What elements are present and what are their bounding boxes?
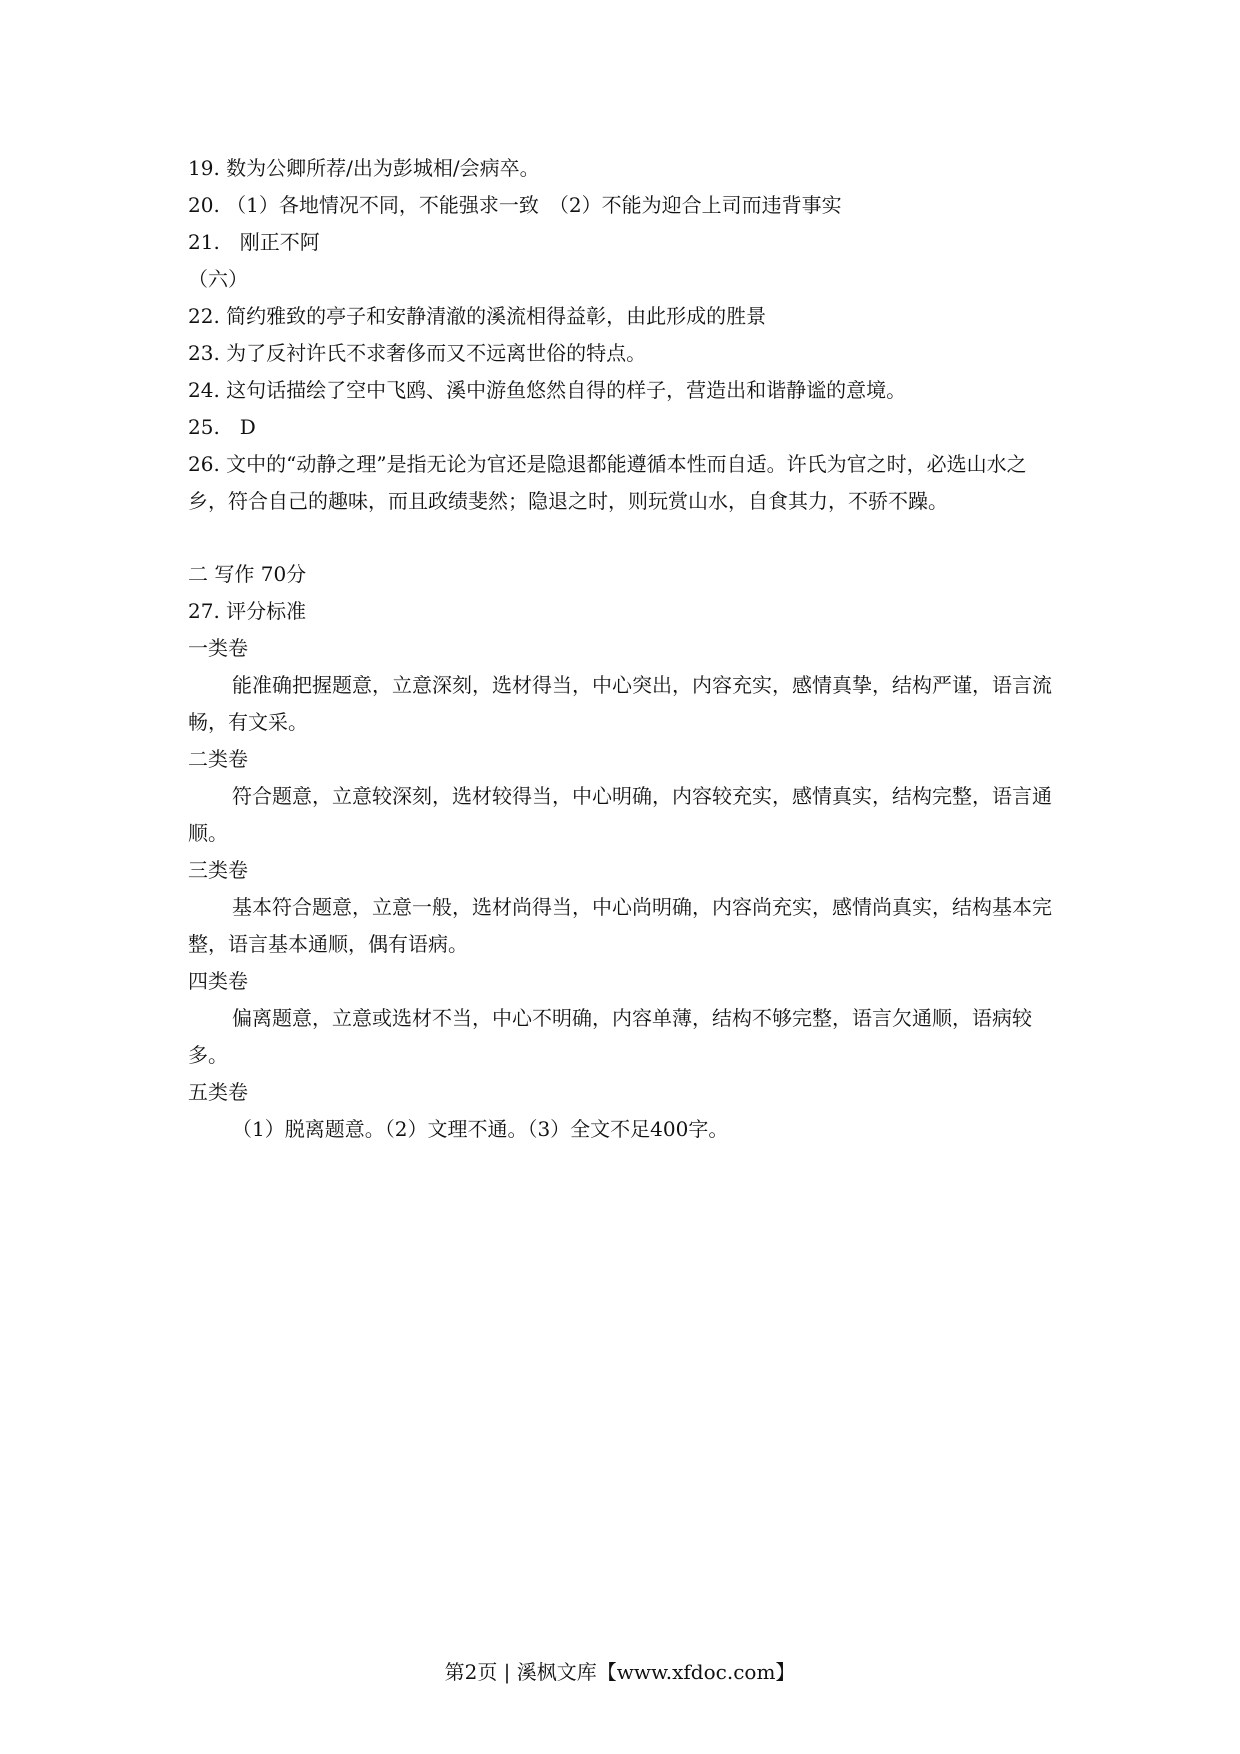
answer-19: 19. 数为公卿所荐/出为彭城相/会病卒。 — [188, 156, 540, 180]
grade-5-text: （1）脱离题意。（2）文理不通。（3）全文不足400字。 — [232, 1117, 729, 1141]
page-footer: 第2页 | 溪枫文库【www.xfdoc.com】 — [444, 1660, 796, 1684]
grade-3-text: 基本符合题意，立意一般，选材尚得当，中心尚明确，内容尚充实，感情尚真实，结构基本完整，语言基本通顺，偶有语病。 — [188, 895, 1052, 956]
grade-1-label: 一类卷 — [188, 636, 248, 660]
section-gap — [188, 520, 1060, 556]
answer-24: 24. 这句话描绘了空中飞鸥、溪中游鱼悠然自得的样子，营造出和谐静谧的意境。 — [188, 378, 907, 402]
grade-2-text: 符合题意，立意较深刻，选材较得当，中心明确，内容较充实，感情真实，结构完整，语言通顺。 — [188, 784, 1052, 845]
grade-4-text: 偏离题意，立意或选材不当，中心不明确，内容单薄，结构不够完整，语言欠通顺，语病较多。 — [188, 1006, 1032, 1067]
answer-21: 21. 刚正不阿 — [188, 230, 320, 254]
answer-20: 20. （1）各地情况不同，不能强求一致 （2）不能为迎合上司而违背事实 — [188, 193, 842, 217]
answer-26: 26. 文中的“动静之理”是指无论为官还是隐退都能遵循本性而自适。许氏为官之时，必选山水之乡，符合自己的趣味，而且政绩斐然；隐退之时，则玩赏山水，自食其力，不骄不躁。 — [188, 452, 1027, 513]
writing-section-title: 二 写作 70分 — [188, 562, 307, 586]
answer-22: 22. 简约雅致的亭子和安静清澈的溪流相得益彰，由此形成的胜景 — [188, 304, 767, 328]
grade-2-label: 二类卷 — [188, 747, 248, 771]
answer-23: 23. 为了反衬许氏不求奢侈而又不远离世俗的特点。 — [188, 341, 647, 365]
answer-25: 25. D — [188, 415, 256, 439]
grade-4-label: 四类卷 — [188, 969, 248, 993]
section-six-heading: （六） — [188, 267, 248, 291]
scoring-criteria-title: 27. 评分标准 — [188, 599, 307, 623]
grade-3-label: 三类卷 — [188, 858, 248, 882]
answer-content — [188, 150, 1060, 1148]
grade-1-text: 能准确把握题意，立意深刻，选材得当，中心突出，内容充实，感情真挚，结构严谨，语言流畅，有文采。 — [188, 673, 1052, 734]
grade-5-label: 五类卷 — [188, 1080, 248, 1104]
